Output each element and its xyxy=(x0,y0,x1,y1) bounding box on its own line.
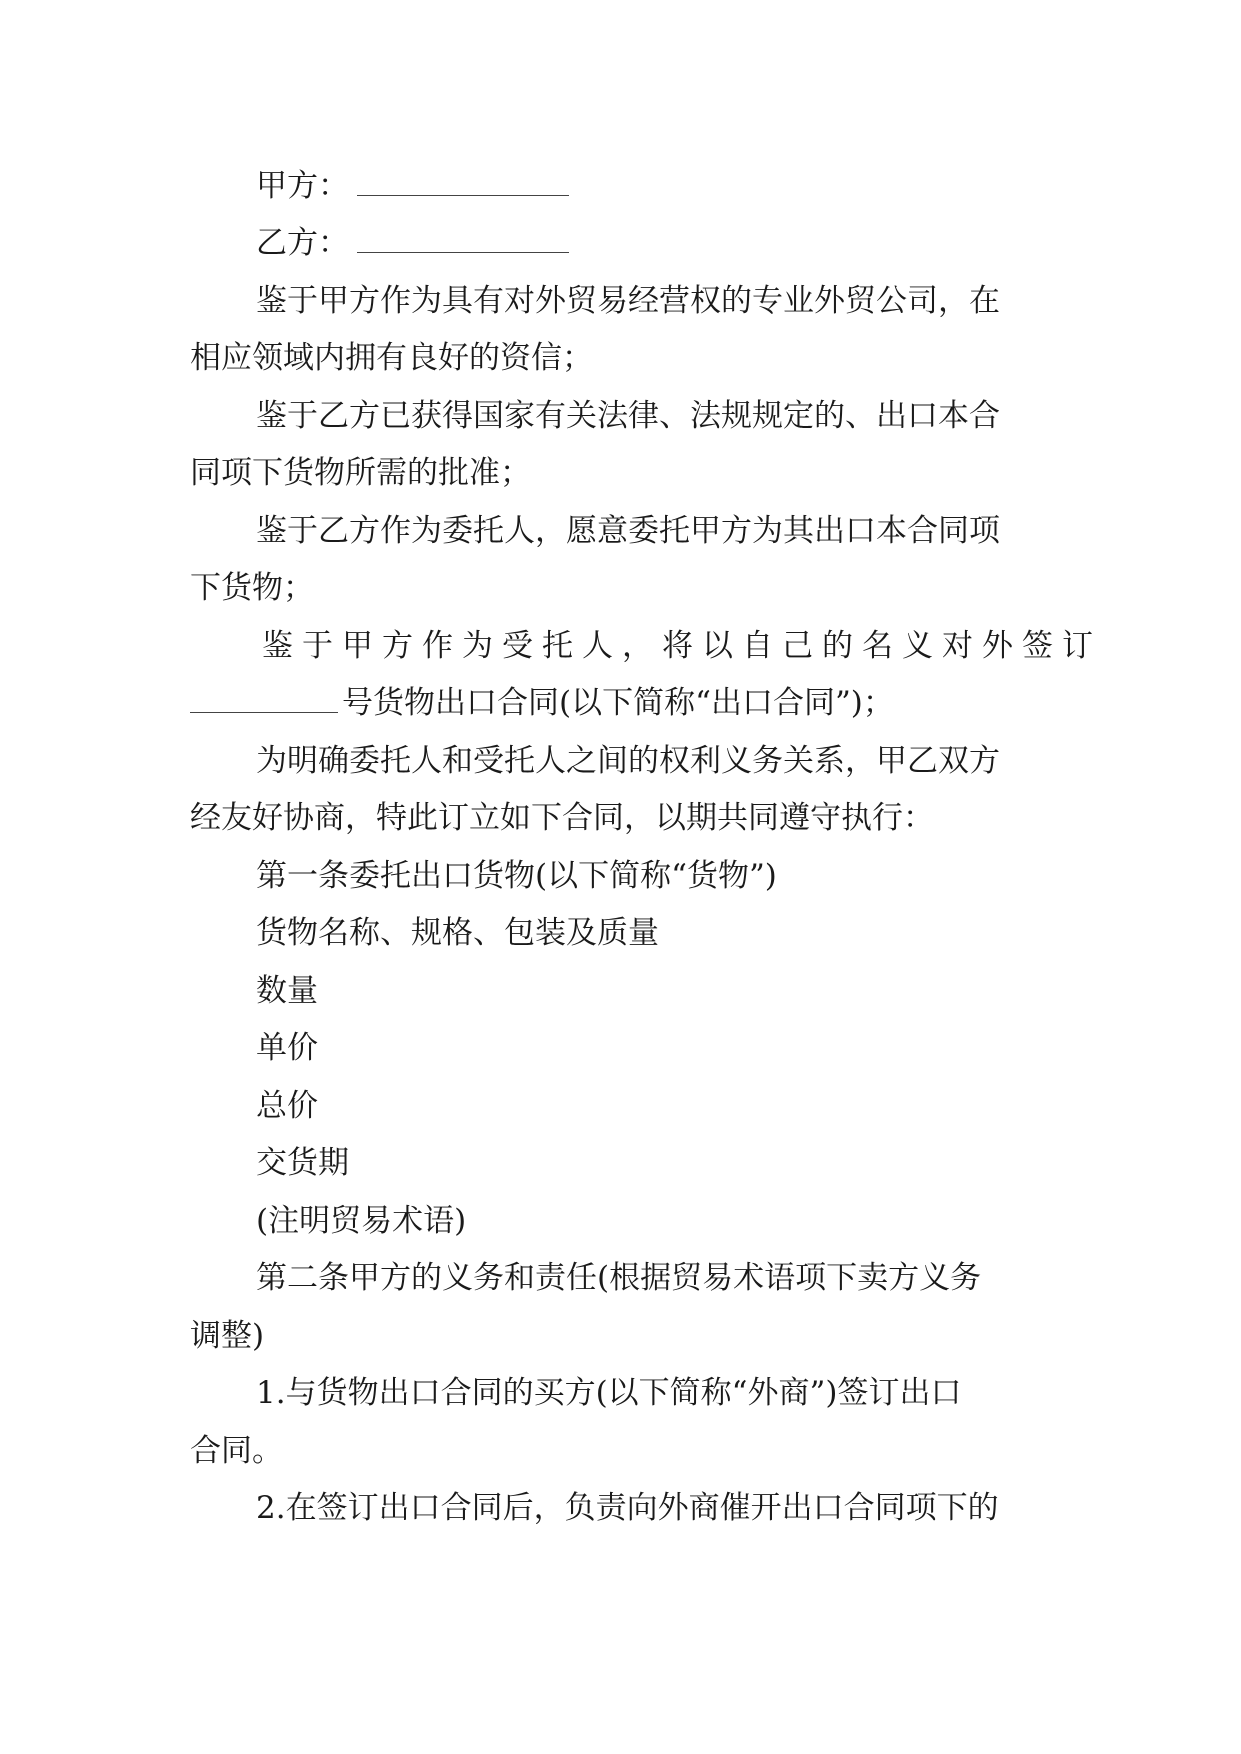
party-b-line xyxy=(256,223,569,263)
party-a-blank xyxy=(357,169,569,196)
paragraph-line: 经友好协商，特此订立如下合同，以期共同遵守执行： xyxy=(190,800,934,836)
paragraph-line: 鉴于甲方作为受托人，将以自己的名义对外签订 xyxy=(262,628,1102,664)
paragraph-line: 同项下货物所需的批准； xyxy=(190,455,531,491)
item-delivery-period: 交货期 xyxy=(256,1145,349,1181)
paragraph-line: 号货物出口合同(以下简称“出口合同”)； xyxy=(342,685,894,721)
item-quantity: 数量 xyxy=(256,973,318,1009)
party-a-line xyxy=(256,166,569,206)
item-trade-terms-note: (注明贸易术语) xyxy=(256,1203,467,1239)
item-goods-name: 货物名称、规格、包装及质量 xyxy=(256,915,659,951)
article-1-title: 第一条委托出口货物(以下简称“货物”) xyxy=(256,858,777,894)
article-2-title: 第二条甲方的义务和责任(根据贸易术语项下卖方义务 xyxy=(256,1260,982,1296)
paragraph-line: 相应领域内拥有良好的资信； xyxy=(190,340,593,376)
paragraph-line: 鉴于甲方作为具有对外贸易经营权的专业外贸公司，在 xyxy=(256,283,1000,319)
item-unit-price: 单价 xyxy=(256,1030,318,1066)
party-b-label: 乙方： xyxy=(256,225,349,261)
clause-1: 1.与货物出口合同的买方(以下简称“外商”)签订出口 xyxy=(256,1375,962,1411)
paragraph-line: 合同。 xyxy=(190,1433,283,1469)
party-a-label: 甲方： xyxy=(256,168,349,204)
paragraph-line: 下货物； xyxy=(190,570,314,606)
contract-number-blank xyxy=(190,686,338,713)
party-b-blank xyxy=(357,226,569,253)
item-total-price: 总价 xyxy=(256,1088,318,1124)
paragraph-line: 为明确委托人和受托人之间的权利义务关系，甲乙双方 xyxy=(256,743,1000,779)
contract-number-line xyxy=(190,683,894,723)
paragraph-line: 鉴于乙方已获得国家有关法律、法规规定的、出口本合 xyxy=(256,398,1000,434)
clause-2: 2.在签订出口合同后，负责向外商催开出口合同项下的 xyxy=(256,1490,999,1526)
paragraph-line: 鉴于乙方作为委托人，愿意委托甲方为其出口本合同项 xyxy=(256,513,1000,549)
paragraph-line: 调整) xyxy=(190,1318,265,1354)
